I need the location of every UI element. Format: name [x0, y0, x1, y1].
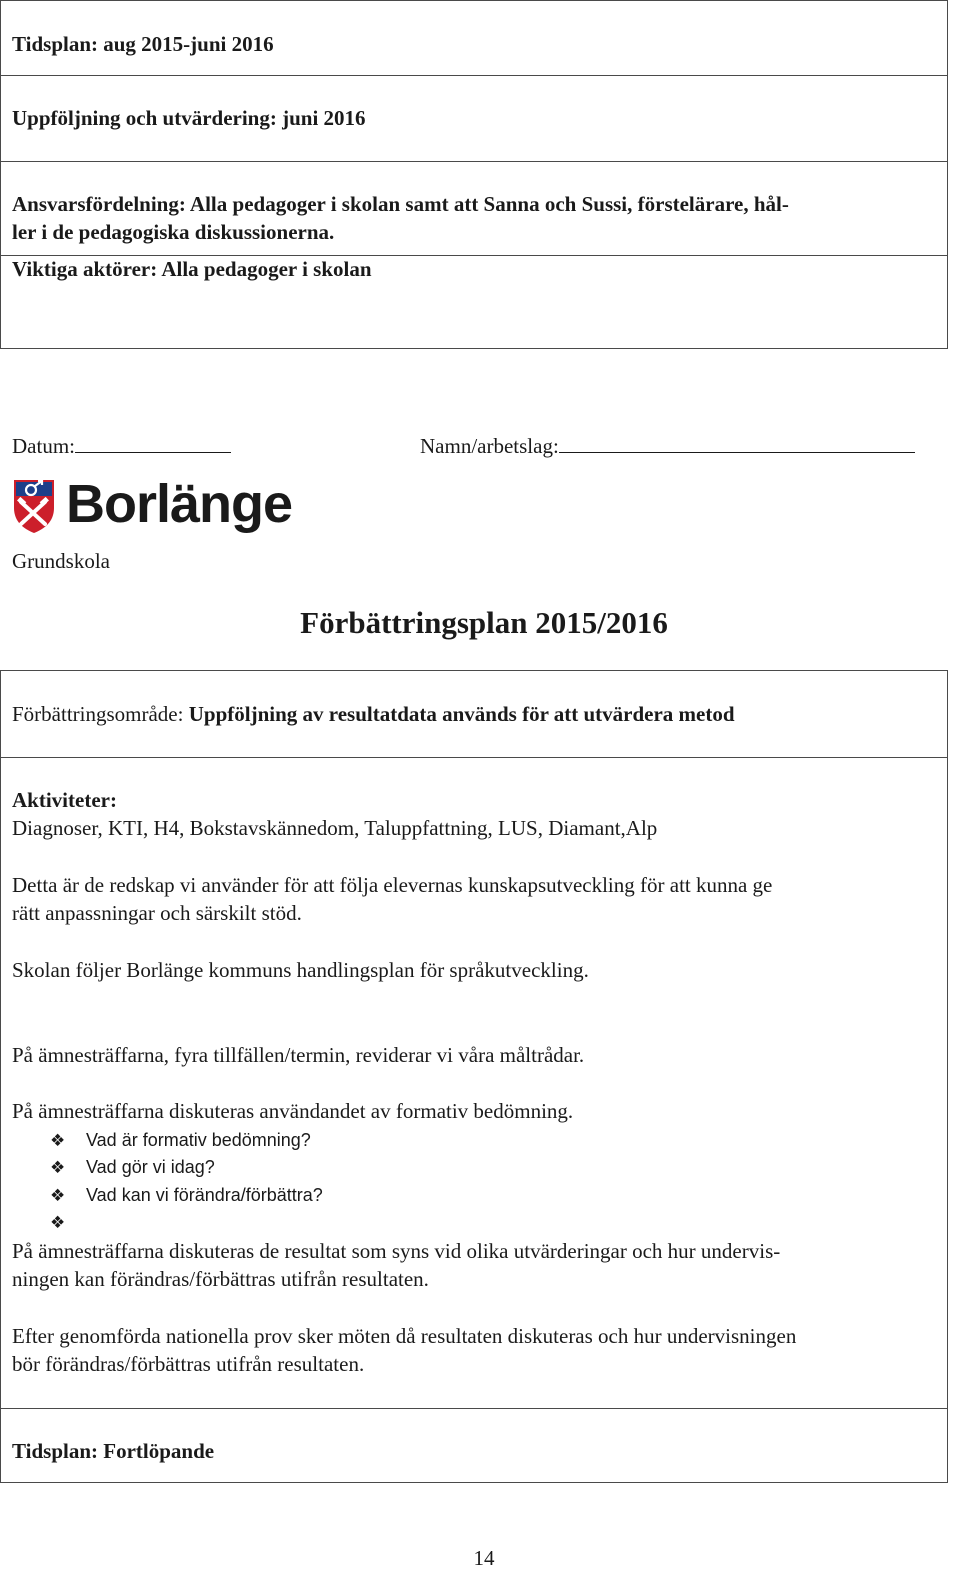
- para6-line2: bör förändras/förbättras utifrån resultaten.: [12, 1352, 365, 1376]
- activities-heading: Aktiviteter:: [12, 788, 117, 812]
- namn-blank: [559, 451, 915, 453]
- forbattringsomrade: [12, 700, 735, 728]
- para5-line1: På ämnesträffarna diskuteras de resultat som syns vid olika utvärderingar och hur undervis-: [12, 1239, 781, 1263]
- para1-line2: rätt anpassningar och särskilt stöd.: [12, 901, 302, 925]
- datum-blank: [75, 451, 231, 453]
- para3: På ämnesträffarna, fyra tillfällen/termin, reviderar vi våra måltrådar.: [12, 1043, 585, 1067]
- diamond-bullet-icon: ❖: [50, 1158, 66, 1178]
- row-divider: [1, 757, 947, 758]
- namn-label: Namn/arbetslag:: [420, 434, 559, 458]
- tidsplan-top: Tidsplan: aug 2015-juni 2016: [12, 32, 274, 56]
- para6-line1: Efter genomförda nationella prov sker möten då resultaten diskuteras och hur undervisningen: [12, 1324, 797, 1348]
- row-divider: [1, 1408, 947, 1409]
- ansvar-line2: ler i de pedagogiska diskussionerna.: [12, 220, 335, 244]
- bullet-item: [50, 1126, 311, 1155]
- borlange-logo: [12, 474, 312, 538]
- tidsplan-bottom: Tidsplan: Fortlöpande: [12, 1439, 215, 1463]
- row-divider: [1, 75, 947, 76]
- page-title: Förbättringsplan 2015/2016: [300, 605, 668, 640]
- bullet-text: Vad gör vi idag?: [86, 1157, 215, 1177]
- aktorer-text: Viktiga aktörer: Alla pedagoger i skolan: [12, 257, 372, 281]
- diamond-bullet-icon: ❖: [50, 1131, 66, 1151]
- para1-line1: Detta är de redskap vi använder för att följa elevernas kunskapsutveckling för att kunna ge: [12, 873, 773, 897]
- bullet-text: Vad kan vi förändra/förbättra?: [86, 1185, 323, 1205]
- area-label: Förbättringsområde:: [12, 702, 184, 726]
- bullet-item: [50, 1153, 215, 1182]
- area-value: Uppföljning av resultatdata används för att utvärdera metod: [188, 702, 735, 726]
- para5-line2: ningen kan förändras/förbättras utifrån resultaten.: [12, 1267, 429, 1291]
- bullet-item: [50, 1181, 323, 1210]
- datum-label: Datum:: [12, 434, 75, 458]
- para4: På ämnesträffarna diskuteras användandet av formativ bedömning.: [12, 1099, 574, 1123]
- activities-list: Diagnoser, KTI, H4, Bokstavskännedom, Taluppfattning, LUS, Diamant,Alp: [12, 816, 658, 840]
- row-divider: [1, 161, 947, 162]
- bullet-item: [50, 1208, 86, 1237]
- para2: Skolan följer Borlänge kommuns handlingsplan för språkutveckling.: [12, 958, 589, 982]
- uppfoljning: Uppföljning och utvärdering: juni 2016: [12, 106, 366, 130]
- diamond-bullet-icon: ❖: [50, 1186, 66, 1206]
- diamond-bullet-icon: ❖: [50, 1213, 66, 1233]
- coat-of-arms-icon: [12, 478, 56, 534]
- viktiga-aktorer: [12, 255, 372, 283]
- page-number: 14: [473, 1546, 495, 1570]
- school-type: Grundskola: [12, 549, 110, 573]
- namn-field: [420, 432, 915, 460]
- logo-wordmark: Borlänge: [66, 474, 293, 534]
- ansvar-line1: Ansvarsfördelning: Alla pedagoger i skolan samt att Sanna och Sussi, förstelärare, hål-: [12, 192, 789, 216]
- bullet-text: Vad är formativ bedömning?: [86, 1130, 311, 1150]
- datum-field: [12, 432, 231, 460]
